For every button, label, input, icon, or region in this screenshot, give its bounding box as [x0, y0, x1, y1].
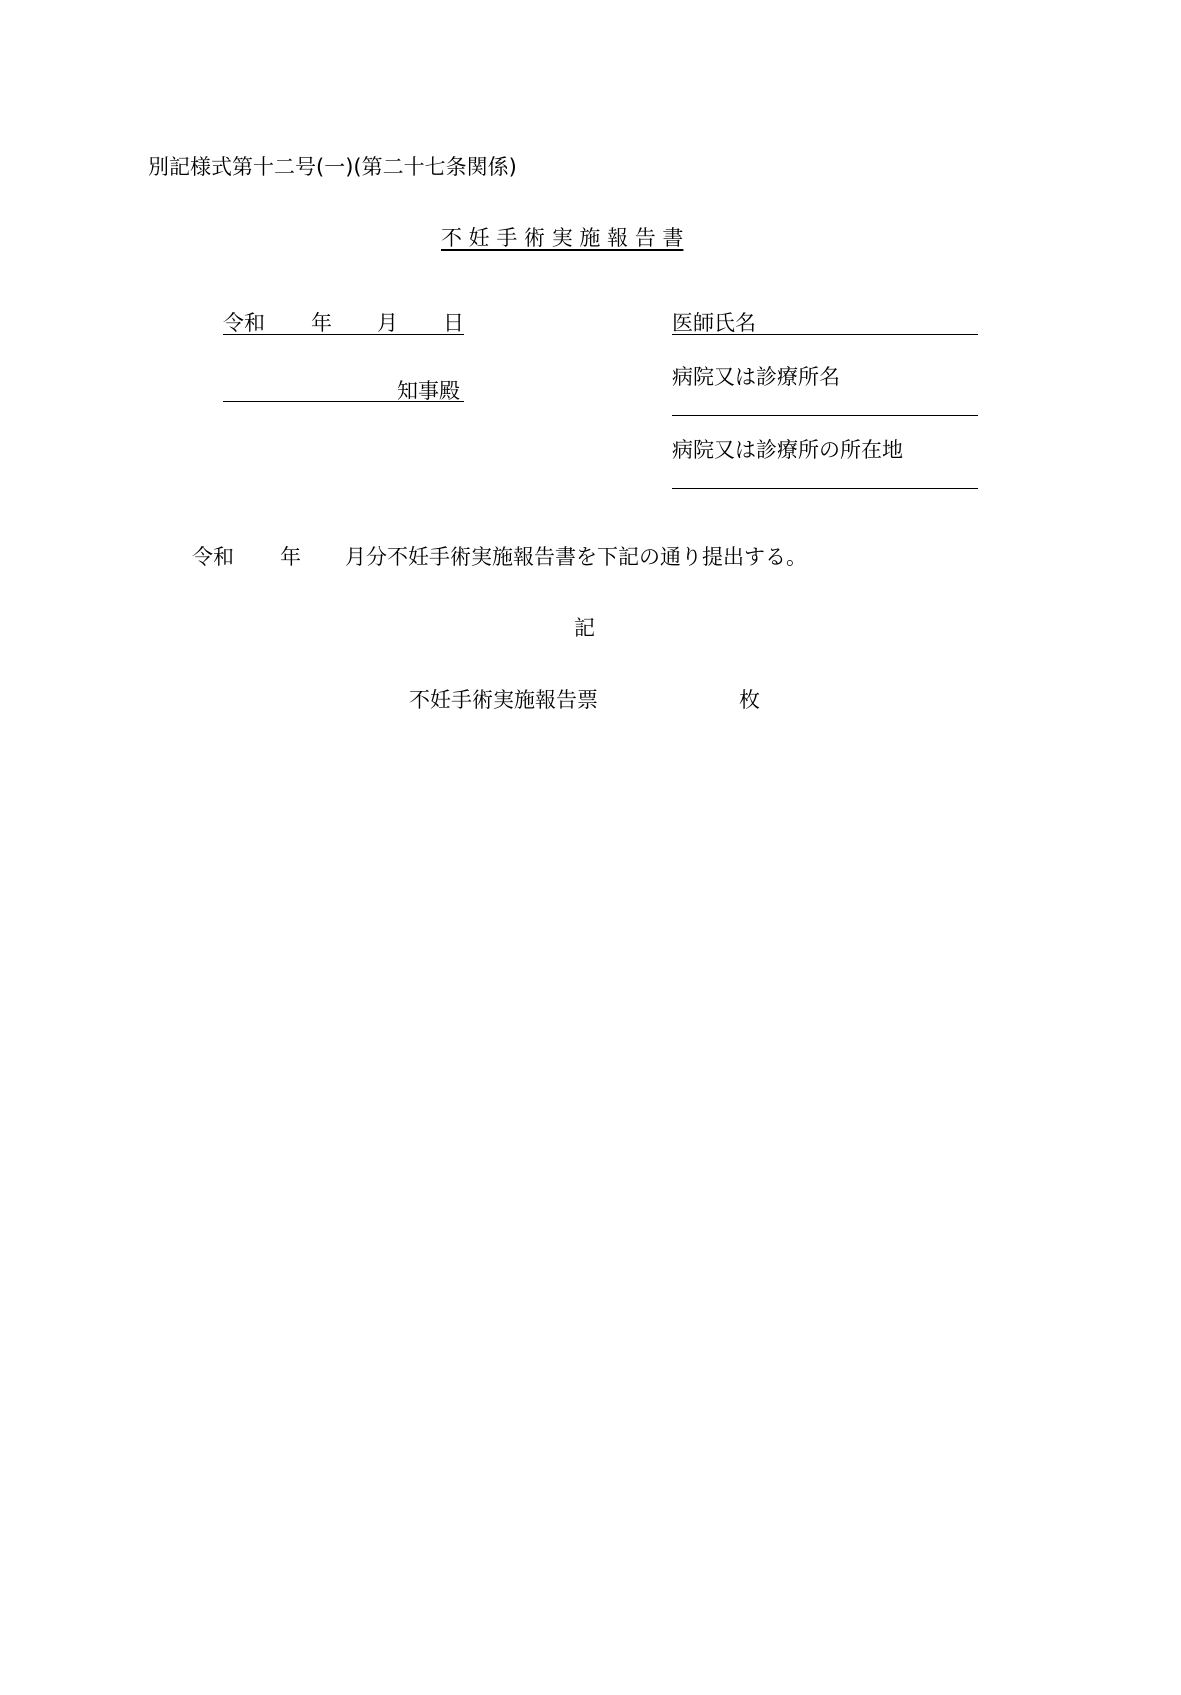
hospital-address-blank: [672, 488, 978, 489]
statement-year-unit: 年: [280, 545, 301, 569]
hospital-name-label: 病院又は診療所名: [672, 365, 840, 389]
date-era: 令和: [223, 311, 265, 335]
date-month-unit: 月: [377, 311, 398, 335]
attachment-label: 不妊手術実施報告票: [409, 688, 598, 712]
attachment-unit: 枚: [739, 688, 760, 712]
doctor-name-label: 医師氏名: [672, 311, 756, 335]
date-day-unit: 日: [443, 311, 464, 335]
date-year-unit: 年: [311, 311, 332, 335]
statement-text: 月分不妊手術実施報告書を下記の通り提出する。: [345, 545, 807, 569]
hospital-name-blank: [672, 415, 978, 416]
form-reference: 別記様式第十二号(一)(第二十七条関係): [148, 155, 517, 179]
hospital-address-label: 病院又は診療所の所在地: [672, 438, 903, 462]
doctor-name-underline: [672, 334, 978, 335]
document-title: 不 妊 手 術 実 施 報 告 書: [441, 226, 684, 250]
notation-label: 記: [574, 616, 595, 640]
statement-era: 令和: [192, 545, 234, 569]
governor-title: 知事殿: [397, 379, 460, 403]
date-underline: [223, 334, 464, 335]
